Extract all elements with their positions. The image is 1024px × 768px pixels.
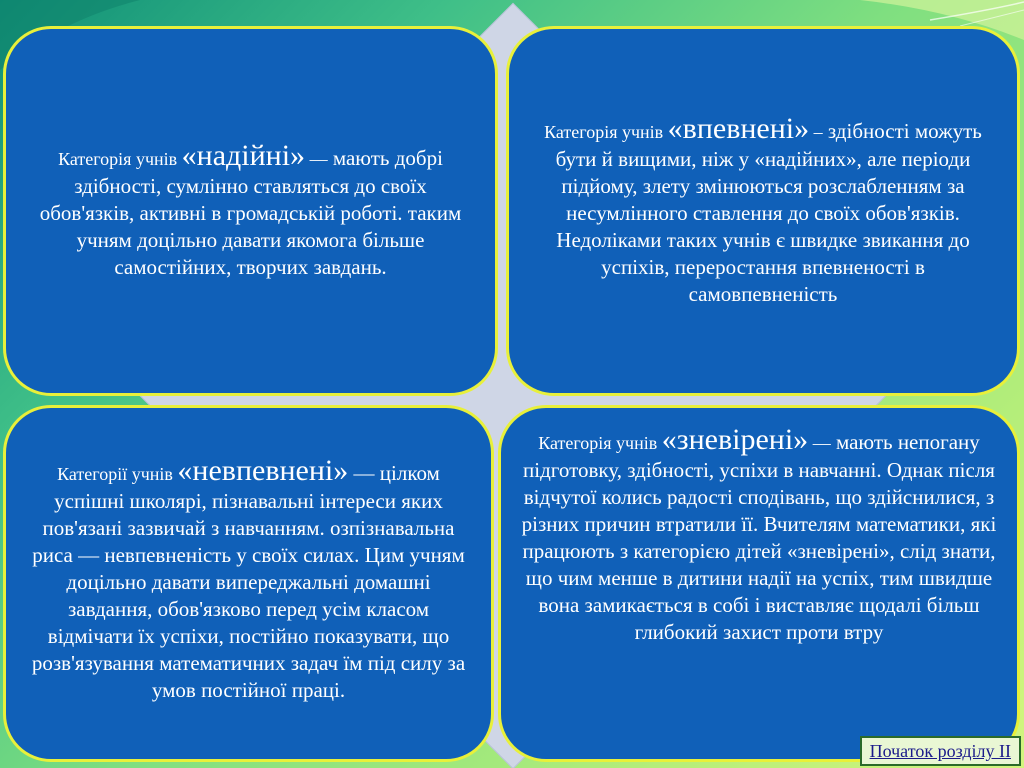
- card-znevireni: [498, 405, 1020, 762]
- card-nadiyni-dash: —: [305, 148, 328, 169]
- card-nadiyni-body: мають добрі здібності, сумлінно ставляться до своїх обов'язків, активні в громадській роботі. таким учням доцільно давати якомога більше самостійних, творчих завдань.: [39, 145, 462, 279]
- card-nadiyni: [3, 26, 498, 396]
- card-znevireni-lead: Категорія учнів: [538, 433, 662, 453]
- card-vpevneni-key: «впевнені»: [667, 111, 810, 145]
- card-nevpevneni-lead: Категорії учнів: [57, 464, 178, 484]
- card-nevpevneni-body: — цілком успішні школярі, пізнавальні інтереси яких пов'язані зазвичай з навчанням. озпізнавальна риса — невпевненість у своїх силах. Цим учням доцільно давати випереджальні домашні завдання, обов'язково перед усім класом відмічати їх успіхи, постійно показувати, що розв'язування математичних задач їм під силу за умов постійної праці.: [31, 461, 466, 702]
- card-nevpevneni: [3, 405, 494, 762]
- card-nevpevneni-text: [26, 454, 471, 704]
- card-vpevneni-body: здібності можуть бути й вищими, ніж у «надійних», але періоди підйому, злету змінюються розслабленням за несумлінного ставлення до своїх обов'язків. Недоліками таких учнів є швидке звикання до успіхів, переростання впевненості в самовпевненість: [555, 118, 982, 306]
- back-to-section-button[interactable]: Початок розділу ІІ: [860, 736, 1021, 766]
- card-znevireni-key: «зневірені»: [661, 423, 809, 456]
- card-vpevneni-lead: Категорія учнів: [544, 121, 668, 142]
- card-nadiyni-text: [26, 138, 475, 281]
- card-nevpevneni-key: «невпевнені»: [177, 454, 349, 487]
- card-znevireni-dash: —: [808, 433, 831, 453]
- card-znevireni-body: мають непогану підготовку, здібності, успіхи в навчанні. Однак після відчутої колись радості сподівань, що здійснилися, з різних причин втратили її. Вчителям математики, які працюють з категорією дітей «зневірені», слід знати, що чим менше в дитини надії на успіх, тим швидше вона замикається в собі і виставляє щодалі більш глибокий захист проти втру: [521, 430, 997, 644]
- card-nadiyni-lead: Категорія учнів: [58, 148, 182, 169]
- card-znevireni-text: [521, 423, 997, 646]
- card-vpevneni-dash: –: [809, 121, 823, 142]
- card-vpevneni: [506, 26, 1020, 396]
- card-vpevneni-text: [529, 111, 997, 308]
- card-nadiyni-key: «надійні»: [181, 138, 306, 172]
